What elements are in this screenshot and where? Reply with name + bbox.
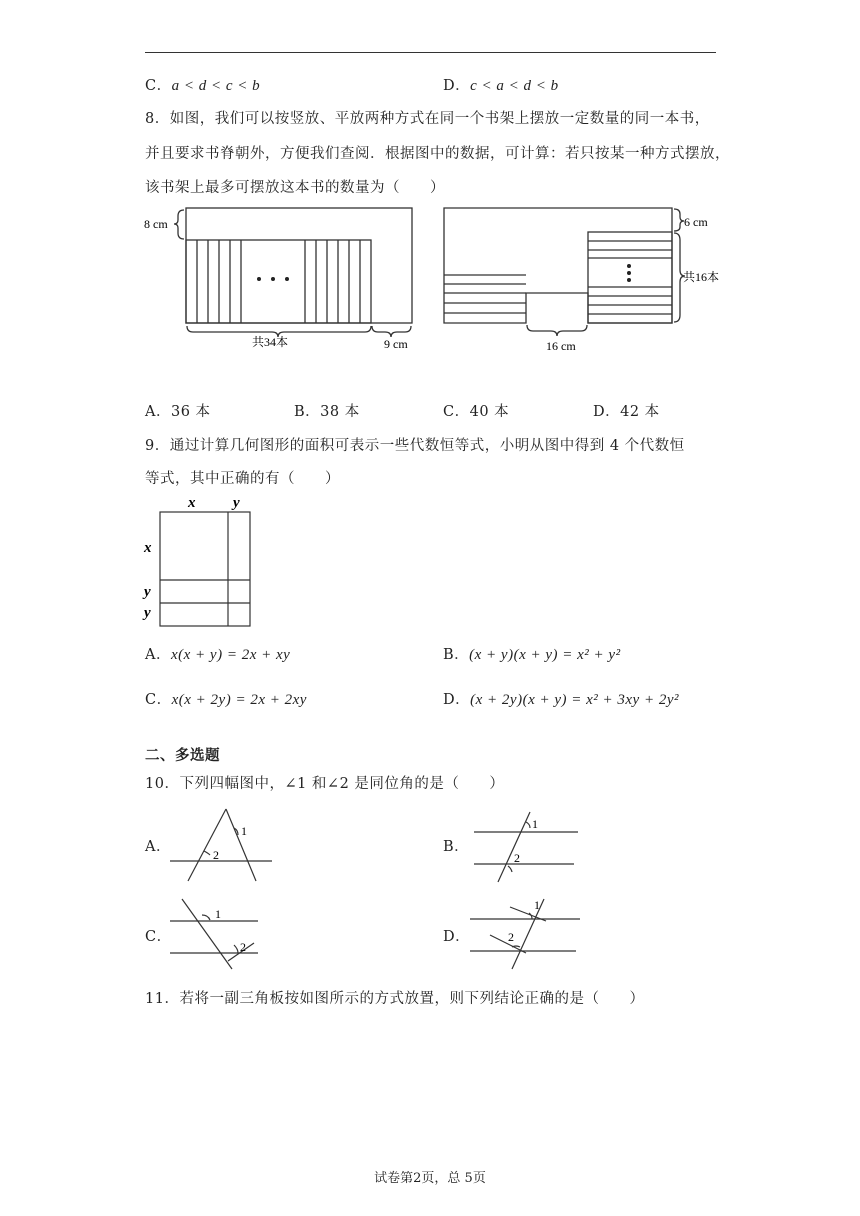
section-title: 二、多选题 bbox=[145, 747, 220, 764]
c-angle2-label: 2 bbox=[240, 940, 246, 954]
fig-top-y: y bbox=[233, 495, 240, 511]
fig-left-y2: y bbox=[144, 605, 151, 621]
d-angle1-label: 1 bbox=[534, 898, 540, 912]
q10-label-d: D． bbox=[443, 929, 471, 945]
label-16cm: 16 cm bbox=[546, 339, 576, 353]
q7-option-d: D．c < a < d < b bbox=[443, 78, 559, 94]
right-shelf bbox=[444, 208, 672, 323]
c-angle1-label: 1 bbox=[215, 907, 221, 921]
q8-option-c: C．40 本 bbox=[443, 404, 510, 420]
q9-option-d: D．(x + 2y)(x + y) = x² + 3xy + 2y² bbox=[443, 692, 679, 708]
left-shelf bbox=[186, 208, 412, 323]
a-angle2-label: 2 bbox=[213, 848, 219, 862]
fig-top-x: x bbox=[188, 495, 196, 511]
q10-stem: 10．下列四幅图中，∠1 和∠2 是同位角的是（ ） bbox=[145, 776, 505, 792]
left-books-block bbox=[186, 240, 371, 323]
q10-label-b: B． bbox=[443, 839, 470, 855]
q8-bookshelf-figure bbox=[140, 200, 730, 360]
q10-label-a: A． bbox=[145, 839, 171, 855]
q8-option-b: B．38 本 bbox=[294, 404, 360, 420]
q10-figure-c bbox=[168, 893, 268, 973]
q10-figure-b bbox=[466, 808, 586, 888]
label-16-books: 共16本 bbox=[683, 270, 720, 284]
d-angle2-label: 2 bbox=[508, 930, 514, 944]
q8-option-d: D．42 本 bbox=[593, 404, 660, 420]
q9-option-c: C．x(x + 2y) = 2x + 2xy bbox=[145, 692, 307, 708]
q8-stem-line2: 并且要求书脊朝外，方便我们查阅．根据图中的数据，可计算：若只按某一种方式摆放， bbox=[145, 146, 730, 162]
label-34-books: 共34本 bbox=[252, 335, 289, 349]
header-rule bbox=[145, 52, 716, 53]
q7-option-c: C．a < d < c < b bbox=[145, 78, 261, 94]
page-footer: 试卷第2页，总 5页 bbox=[374, 1171, 486, 1186]
label-8cm: 8 cm bbox=[144, 217, 168, 231]
b-angle1-label: 1 bbox=[532, 817, 538, 831]
q10-label-c: C． bbox=[145, 929, 172, 945]
q10-figure-d bbox=[466, 895, 586, 975]
q9-stem-line1: 9．通过计算几何图形的面积可表示一些代数恒等式，小明从图中得到 4 个代数恒 bbox=[145, 438, 685, 454]
q9-stem-line2: 等式，其中正确的有（ ） bbox=[145, 471, 340, 487]
q8-stem-line3: 该书架上最多可摆放这本书的数量为（ ） bbox=[145, 180, 445, 196]
label-9cm: 9 cm bbox=[384, 337, 408, 351]
q8-option-a: A．36 本 bbox=[145, 404, 211, 420]
q8-stem-line1: 8．如图，我们可以按竖放、平放两种方式在同一个书架上摆放一定数量的同一本书， bbox=[145, 111, 710, 127]
fig-left-x: x bbox=[144, 540, 152, 556]
q9-area-figure bbox=[140, 490, 260, 632]
q10-figure-a bbox=[168, 805, 278, 885]
label-6cm: 6 cm bbox=[684, 215, 708, 229]
q11-stem: 11．若将一副三角板按如图所示的方式放置，则下列结论正确的是（ ） bbox=[145, 991, 645, 1007]
a-angle1-label: 1 bbox=[241, 824, 247, 838]
q9-option-a: A．x(x + y) = 2x + xy bbox=[145, 647, 291, 663]
fig-left-y1: y bbox=[144, 584, 151, 600]
b-angle2-label: 2 bbox=[514, 851, 520, 865]
q9-option-b: B．(x + y)(x + y) = x² + y² bbox=[443, 647, 621, 663]
right-books-stack bbox=[588, 232, 672, 323]
